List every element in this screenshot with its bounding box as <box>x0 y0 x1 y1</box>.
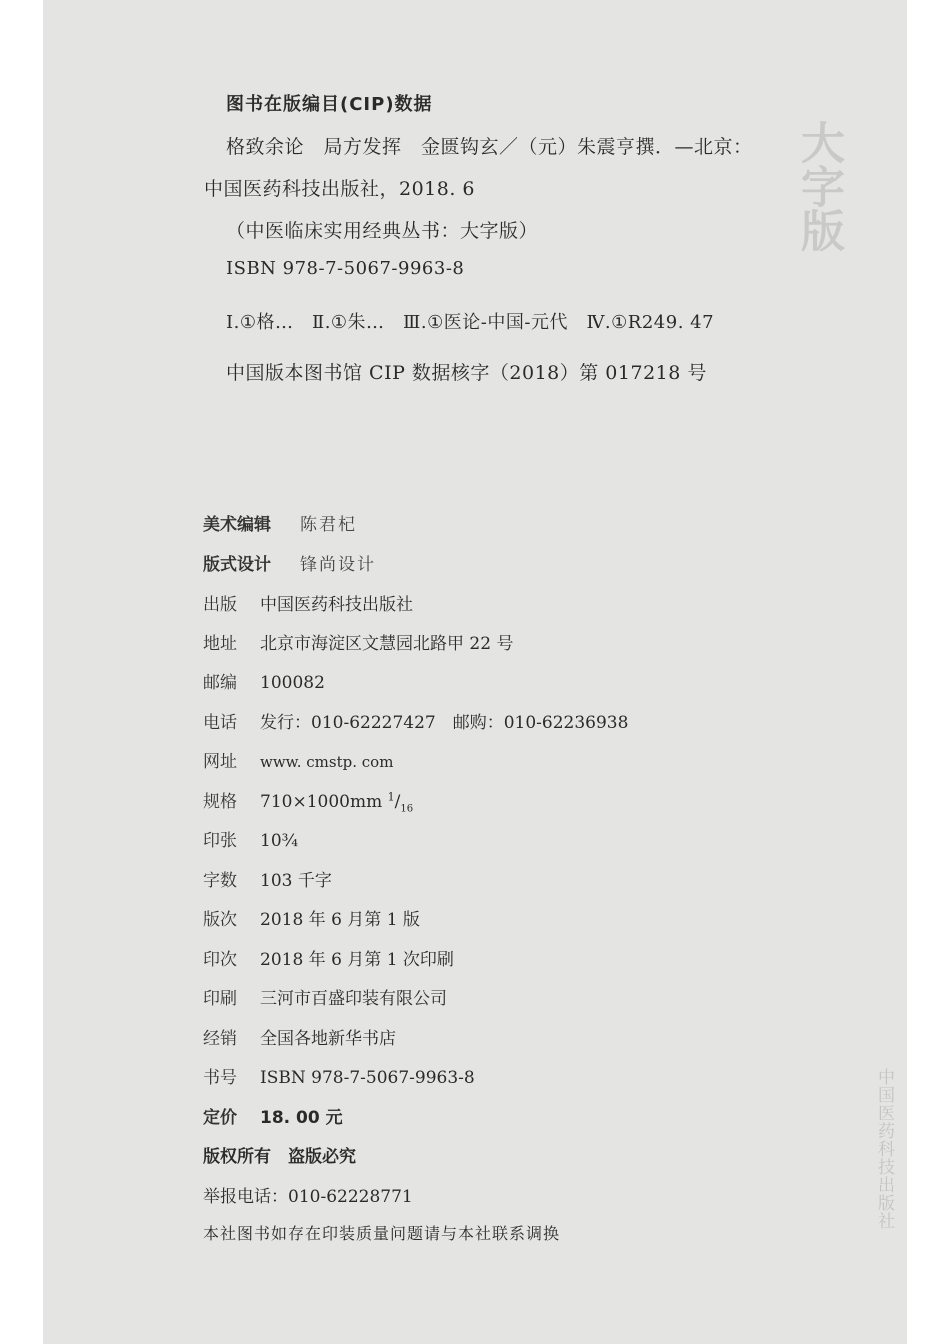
row-website <box>203 747 393 772</box>
book-number-value: ISBN 978-7-5067-9963-8 <box>260 1068 475 1088</box>
row-distributor <box>203 1024 396 1049</box>
publisher-label: 出版 <box>203 595 237 615</box>
cip-line-series: （中医临床实用经典丛书：大字版） <box>226 220 539 242</box>
printer-label: 印刷 <box>203 989 237 1009</box>
page-background <box>43 0 907 1344</box>
row-layout-design <box>203 550 376 575</box>
row-phone <box>203 708 628 733</box>
cip-classification: Ⅰ.①格… Ⅱ.①朱… Ⅲ.①医论-中国-元代 Ⅳ.①R249. 47 <box>226 312 715 333</box>
row-postcode <box>203 668 325 693</box>
report-phone: 举报电话：010-62228771 <box>203 1187 413 1207</box>
sheets-value: 10¾ <box>260 831 299 851</box>
row-words <box>203 866 332 891</box>
row-edition <box>203 905 420 930</box>
words-label: 字数 <box>203 871 237 891</box>
distributor-value: 全国各地新华书店 <box>260 1029 396 1049</box>
row-publisher <box>203 590 413 615</box>
printing-value: 2018 年 6 月第 1 次印刷 <box>260 950 454 970</box>
website-label: 网址 <box>203 752 237 772</box>
format-fraction-denominator: 16 <box>400 803 414 815</box>
printing-label: 印次 <box>203 950 237 970</box>
format-label: 规格 <box>203 792 237 812</box>
edition-value: 2018 年 6 月第 1 版 <box>260 910 420 930</box>
book-number-label: 书号 <box>203 1068 237 1088</box>
publisher-value: 中国医药科技出版社 <box>260 595 413 615</box>
row-price <box>203 1103 343 1128</box>
printer-value: 三河市百盛印装有限公司 <box>260 989 447 1009</box>
cip-title: 图书在版编目(CIP)数据 <box>226 94 433 115</box>
format-value: 710×1000mm <box>260 792 383 812</box>
format-fraction-numerator: 1 <box>387 790 395 804</box>
row-format: 规格 710×1000mm $^1/_{16}$ <box>203 787 413 814</box>
row-sheets <box>203 826 298 851</box>
sheets-label: 印张 <box>203 831 237 851</box>
postcode-label: 邮编 <box>203 673 237 693</box>
large-print-watermark: 大字版 <box>793 120 844 252</box>
cip-isbn: ISBN 978-7-5067-9963-8 <box>226 258 465 279</box>
publisher-watermark: 中国医药科技出版社 <box>874 1068 894 1230</box>
distributor-label: 经销 <box>203 1029 237 1049</box>
postcode-value: 100082 <box>260 673 325 693</box>
price-label: 定价 <box>203 1108 237 1128</box>
row-printing <box>203 945 454 970</box>
quality-notice: 本社图书如存在印装质量问题请与本社联系调换 <box>203 1224 561 1243</box>
website-value: www. cmstp. com <box>260 753 394 771</box>
phone-value: 发行：010-62227427 邮购：010-62236938 <box>260 713 629 733</box>
row-book-number <box>203 1063 475 1088</box>
art-editor-value: 陈君杞 <box>300 515 357 535</box>
cip-verify-number: 中国版本图书馆 CIP 数据核字（2018）第 017218 号 <box>226 362 707 384</box>
row-art-editor <box>203 510 357 535</box>
row-printer <box>203 984 447 1009</box>
address-value: 北京市海淀区文慧园北路甲 22 号 <box>260 634 514 654</box>
layout-design-label: 版式设计 <box>203 555 271 575</box>
address-label: 地址 <box>203 634 237 654</box>
edition-label: 版次 <box>203 910 237 930</box>
layout-design-value: 锋尚设计 <box>300 555 376 575</box>
cip-line-publisher: 中国医药科技出版社，2018. 6 <box>204 178 476 200</box>
copyright-notice: 版权所有 盗版必究 <box>203 1147 356 1167</box>
words-value: 103 千字 <box>260 871 332 891</box>
price-value: 18. 00 元 <box>260 1108 343 1128</box>
row-address <box>203 629 513 654</box>
art-editor-label: 美术编辑 <box>203 515 271 535</box>
cip-line-authors: 格致余论 局方发挥 金匮钩玄／（元）朱震亨撰．—北京： <box>226 136 753 158</box>
phone-label: 电话 <box>203 713 237 733</box>
